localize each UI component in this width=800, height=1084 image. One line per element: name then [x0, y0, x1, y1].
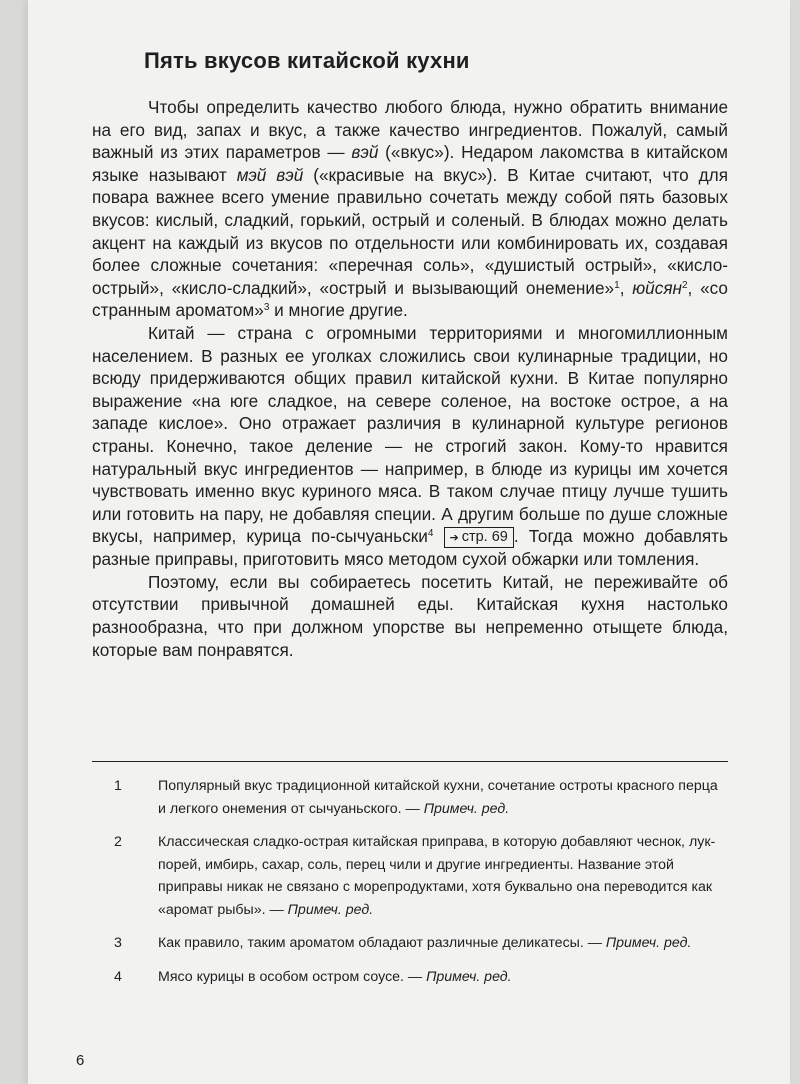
footnote-text: Классическая сладко-острая китайская приправа, в которую добавляют чеснок, лук-порей, имбирь, сахар, соль, перец чили и другие ингредиенты. Название этой приправы никак не связано с морепродуктами, хотя буквально она переводится как «аромат рыбы». — Примеч. ред.	[158, 834, 716, 918]
footnote-text: Мясо курицы в особом остром соусе. — Примеч. ред.	[158, 968, 512, 985]
footnote-number: 3	[114, 935, 122, 951]
chapter-title: Пять вкусов китайской кухни	[144, 48, 470, 73]
footnote-3	[92, 932, 728, 955]
footnote-number: 2	[114, 834, 122, 850]
footnote-text: Популярный вкус традиционной китайской кухни, сочетание остроты красного перца и легкого онемения от сычуаньского. — Примеч. ред.	[158, 778, 718, 817]
page-reference-label: стр. 69	[461, 529, 508, 546]
footnote-2	[92, 831, 728, 921]
footnote-number: 4	[114, 968, 122, 985]
footnote-ref-4[interactable]: 4	[427, 528, 434, 540]
term-mei-vei: мэй вэй	[236, 164, 304, 185]
footnote-number: 1	[114, 778, 122, 794]
footnote-text: Как правило, таким ароматом обладают различные деликатесы. — Примеч. ред.	[158, 935, 692, 951]
book-page	[28, 0, 790, 1084]
footnote-ref-1[interactable]: 1	[614, 279, 620, 291]
term-yuisyan: юйсян	[632, 277, 682, 298]
footnote-ref-3[interactable]: 3	[263, 302, 270, 314]
page-reference-box[interactable]	[444, 527, 514, 548]
arrow-right-icon: ➔	[449, 532, 459, 545]
footnote-1	[92, 775, 728, 820]
paragraph-2: Китай — страна с огромными территориями и многомиллионным населением. В разных ее уголках сложились свои кулинарные традиции, но всюду придерживаются общих правил китайской кухни. В Китае популярно выражение «на юге сладкое, на севере соленое, на востоке острое, а на западе кислое». Оно отражает различия в кулинарной культуре регионов страны. Конечно, такое деление — не строгий закон. Кому-то нравится натуральный вкус ингредиентов — например, в блюде из курицы им хочется чувствовать именно вкус куриного мяса. В таком случае птицу лучше тушить или готовить на пару, не добавляя специи. А другим больше по душе сложные вкусы, например, курица по-сычуаньски$^4$ ➔ стр. 69 . Тогда можно добавлять разные приправы, приготовить мясо методом сухой обжарки или томления.	[92, 322, 729, 570]
footnote-divider	[92, 761, 728, 762]
footnotes	[92, 775, 728, 999]
paragraph-3: Поэтому, если вы собираетесь посетить Китай, не переживайте об отсутствии привычной домашней еды. Китайская кухня настолько разнообразна, что при должном упорстве вы непременно отыщете блюда, которые вам понравятся.	[92, 571, 728, 660]
footnote-4	[92, 966, 728, 989]
page-number: 6	[76, 1052, 85, 1069]
footnote-ref-2[interactable]: 2	[681, 279, 688, 291]
paragraph-1: Чтобы определить качество любого блюда, нужно обратить внимание на его вид, запах и вкус, а также качество ингредиентов. Пожалуй, самый важный из этих параметров — вэй («вкус»). Недаром лакомства в китайском языке называют мэй вэй («красивые на вкус»). В Китае считают, что для повара важнее всего умение правильно сочетать между собой пять базовых вкусов: кислый, сладкий, горький, острый и соленый. В блюдах можно делать акцент на каждый из вкусов по отдельности или комбинировать их, создавая более сложные сочетания: «перечная соль», «душистый острый», «кисло-острый», «кисло-сладкий», «острый и вызывающий онемение»$^1$, юйсян$^2$, «со странным ароматом»$^3$ и многие другие.	[92, 97, 729, 321]
main-text	[92, 96, 728, 661]
term-vei: вэй	[351, 142, 379, 163]
